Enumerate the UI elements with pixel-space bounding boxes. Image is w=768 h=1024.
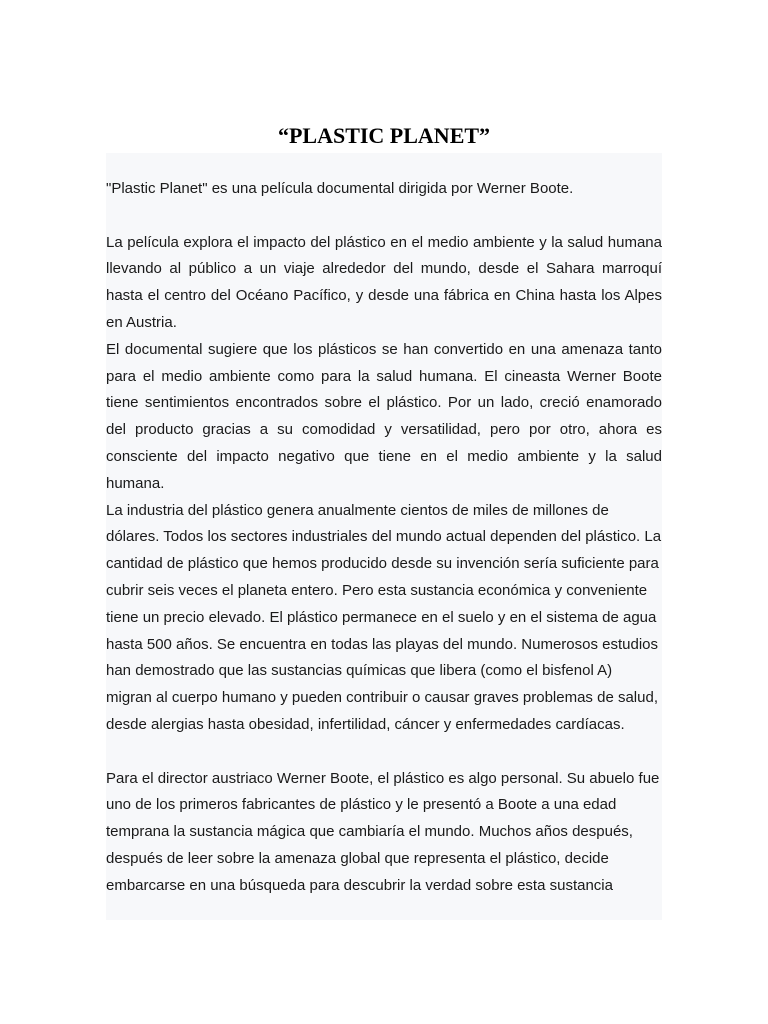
paragraph-intro: "Plastic Planet" es una película documental dirigida por Werner Boote. [106, 180, 574, 197]
document-title: “PLASTIC PLANET” [277, 123, 491, 148]
paragraph-threat: El documental sugiere que los plásticos se han convertido en una amenaza tanto para el medio ambiente como para la salud humana. El cineasta Werner Boote tiene sentimientos encontrados sobre el plástico. Por un lado, creció enamorado del producto gracias a su comodidad y versatilidad, pero por otro, ahora es consciente del impacto negativo que tiene en el medio ambiente y la salud humana. [106, 340, 662, 492]
paragraph-industry: La industria del plástico genera anualmente cientos de miles de millones de dólares. Todos los sectores industriales del mundo actual dependen del plástico. La cantidad de plástico que hemos producido desde su invención sería suficiente para cubrir seis veces el planeta entero. Pero esta sustancia económica y conveniente tiene un precio elevado. El plástico permanece en el suelo y en el sistema de agua hasta 500 años. Se encuentra en todas las playas del mundo. Numerosos estudios han demostrado que las sustancias químicas que libera (como el bisfenol A) migran al cuerpo humano y pueden contribuir o causar graves problemas de salud, desde alergias hasta obesidad, infertilidad, cáncer y enfermedades cardíacas. [106, 501, 662, 733]
paragraph-spacer [106, 203, 662, 230]
paragraph-director: Para el director austriaco Werner Boote, el plástico es algo personal. Su abuelo fue uno de los primeros fabricantes de plástico y le presentó a Boote a una edad temprana la sustancia mágica que cambiaría el mundo. Muchos años después, después de leer sobre la amenaza global que representa el plástico, decide embarcarse en una búsqueda para descubrir la verdad sobre esta sustancia [106, 769, 660, 894]
paragraph-spacer [106, 739, 662, 766]
paragraph-overview: La película explora el impacto del plástico en el medio ambiente y la salud humana llevando al público a un viaje alrededor del mundo, desde el Sahara marroquí hasta el centro del Océano Pacífico, y desde una fábrica en China hasta los Alpes en Austria. [106, 233, 662, 331]
document-body [106, 153, 662, 920]
